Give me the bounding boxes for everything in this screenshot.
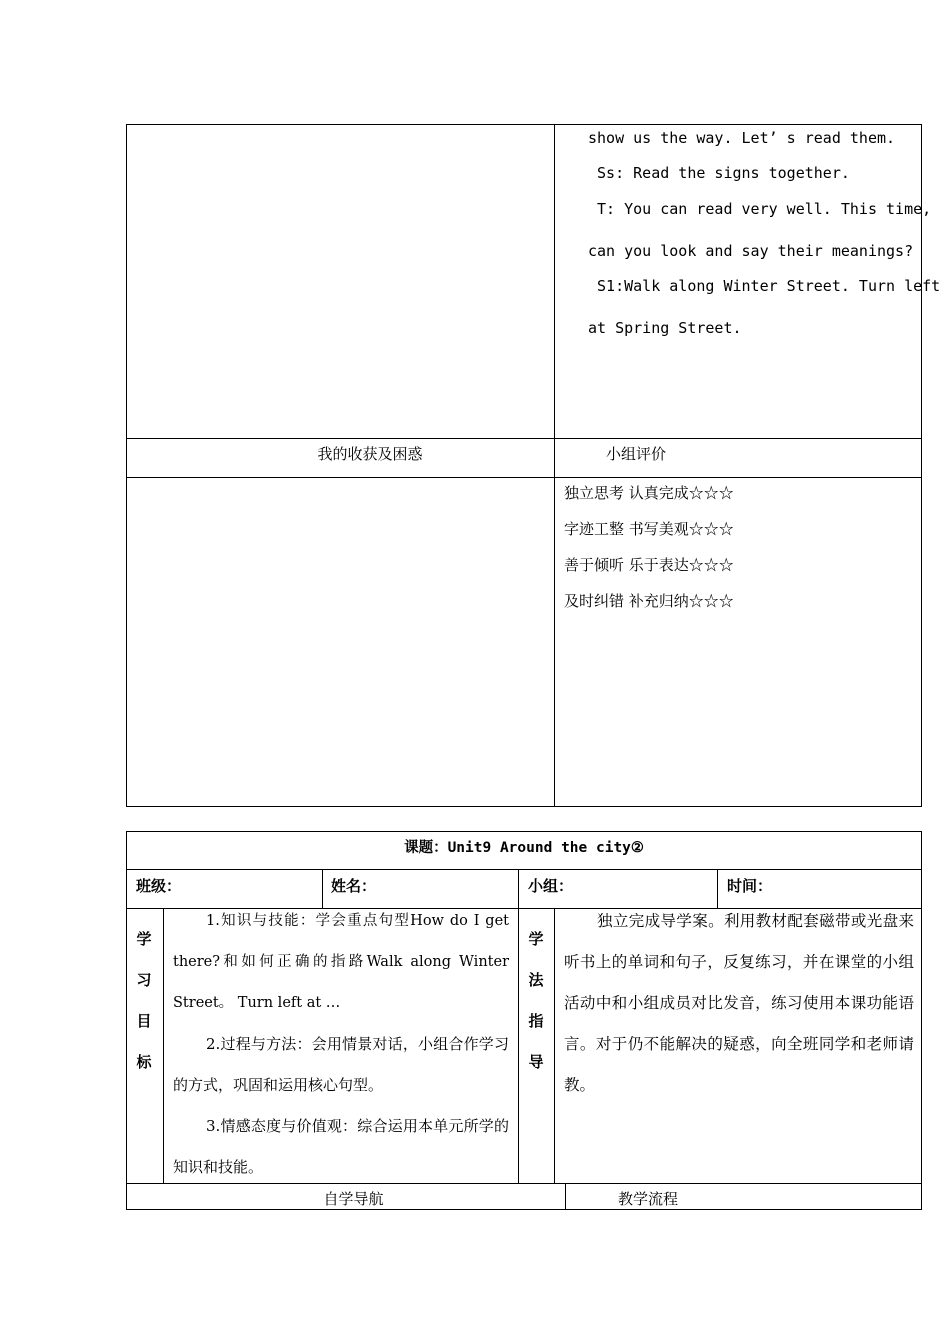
group-eval-header: 小组评价 [606, 445, 667, 463]
objective-item: 3.情感态度与价值观：综合运用本单元所学的知识和技能。 [173, 1117, 509, 1176]
top-table-rule-1 [126, 438, 922, 439]
eval-item: 善于倾听 乐于表达☆☆☆ [564, 556, 734, 574]
top-table-divider [554, 124, 555, 807]
class-label: 班级： [136, 877, 182, 895]
objectives-label: 学 习 目 标 [136, 930, 152, 1071]
gains-header: 我的收获及困惑 [317, 445, 423, 463]
objective-item: 2.过程与方法：会用情景对话，小组合作学习的方式，巩固和运用核心句型。 [173, 1035, 509, 1094]
lesson-rule-title [126, 869, 922, 870]
method-content: 独立完成导学案。利用教材配套磁带或光盘来听书上的单词和句子，反复练习，并在课堂的小组活动中和小组成员对比发音，练习使用本课功能语言。对于仍不能解决的疑惑，向全班同学和老师请教。 [564, 912, 914, 1094]
top-table [126, 124, 922, 807]
dialogue-line: Ss: Read the signs together. [588, 164, 850, 182]
top-table-rule-2 [126, 477, 922, 478]
name-label: 姓名： [331, 877, 377, 895]
dialogue-line: S1:Walk along Winter Street. Turn left [588, 277, 941, 295]
dialogue-line: at Spring Street. [588, 319, 742, 337]
info-divider [518, 869, 519, 908]
teaching-flow-header: 教学流程 [618, 1190, 679, 1208]
time-label: 时间： [727, 877, 773, 895]
method-label: 学 法 指 导 [528, 930, 544, 1071]
dialogue-line: T: You can read very well. This time, [588, 200, 932, 218]
self-study-header: 自学导航 [323, 1190, 384, 1208]
objectives-content [173, 901, 509, 1188]
objective-item: 1.知识与技能：学会重点句型How do I get there?和如何正确的指路Walk along Winter Street。 Turn left at … [173, 913, 509, 1011]
dialogue-line: can you look and say their meanings? [588, 242, 914, 260]
group-label: 小组： [528, 877, 574, 895]
body-divider [554, 908, 555, 1183]
dialogue-line: show us the way. Let’ s read them. [588, 129, 896, 147]
body-divider [163, 908, 164, 1183]
eval-item: 独立思考 认真完成☆☆☆ [564, 484, 734, 502]
lesson-title: 课题：Unit9 Around the city② [404, 840, 644, 856]
eval-item: 字迹工整 书写美观☆☆☆ [564, 520, 734, 538]
eval-item: 及时纠错 补充归纳☆☆☆ [564, 592, 734, 610]
